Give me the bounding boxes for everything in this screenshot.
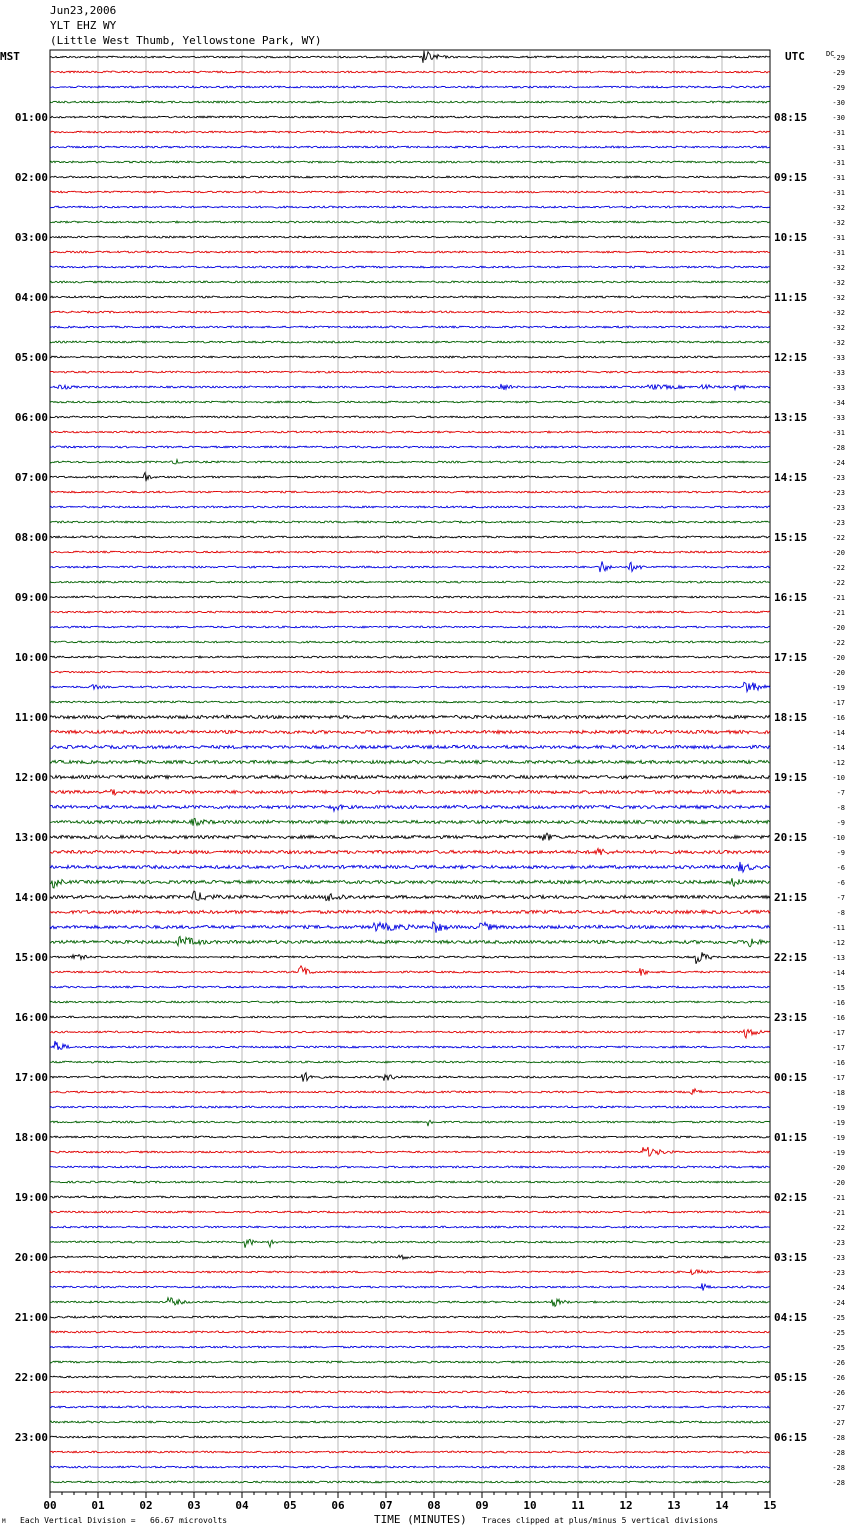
seismic-trace bbox=[50, 1041, 770, 1050]
dc-offset-label: -30 bbox=[832, 99, 845, 107]
seismic-trace bbox=[50, 281, 770, 283]
hour-label-mst: 17:00 bbox=[14, 1071, 48, 1084]
hour-label-mst: 07:00 bbox=[14, 471, 48, 484]
hour-label-utc: 12:15 bbox=[774, 351, 808, 364]
dc-offset-label: -28 bbox=[832, 1479, 845, 1487]
seismic-trace bbox=[50, 611, 770, 613]
seismic-trace bbox=[50, 431, 770, 433]
dc-offset-label: -16 bbox=[832, 714, 845, 722]
dc-offset-label: -15 bbox=[832, 984, 845, 992]
dc-offset-label: -22 bbox=[832, 579, 845, 587]
seismic-trace bbox=[50, 1391, 770, 1393]
dc-offset-label: -31 bbox=[832, 174, 845, 182]
seismic-trace bbox=[50, 506, 770, 508]
seismic-trace bbox=[50, 760, 770, 763]
dc-offset-label: -25 bbox=[832, 1329, 845, 1337]
dc-offset-label: -32 bbox=[832, 339, 845, 347]
x-tick-label: 02 bbox=[139, 1499, 153, 1512]
hour-label-utc: 06:15 bbox=[774, 1431, 808, 1444]
seismic-trace bbox=[50, 101, 770, 103]
dc-offset-label: -23 bbox=[832, 489, 845, 497]
dc-offset-label: -32 bbox=[832, 324, 845, 332]
seismic-trace bbox=[50, 626, 770, 628]
seismic-trace bbox=[50, 730, 770, 733]
hour-label-utc: 04:15 bbox=[774, 1311, 808, 1324]
dc-offset-label: -30 bbox=[832, 114, 845, 122]
dc-offset-label: -22 bbox=[832, 639, 845, 647]
dc-offset-label: -24 bbox=[832, 1284, 845, 1292]
seismic-trace bbox=[50, 551, 770, 553]
seismic-trace bbox=[50, 384, 770, 390]
seismic-trace bbox=[50, 910, 770, 913]
hour-label-mst: 16:00 bbox=[14, 1011, 48, 1024]
seismic-trace bbox=[50, 1106, 770, 1108]
seismic-trace bbox=[50, 326, 770, 328]
dc-offset-label: -20 bbox=[832, 549, 845, 557]
dc-offset-label: -9 bbox=[836, 819, 845, 827]
seismic-trace bbox=[50, 161, 770, 163]
hour-label-utc: 00:15 bbox=[774, 1071, 808, 1084]
seismic-trace bbox=[50, 701, 770, 703]
hour-label-mst: 15:00 bbox=[14, 951, 48, 964]
seismic-trace bbox=[50, 176, 770, 178]
hour-label-utc: 19:15 bbox=[774, 771, 808, 784]
seismic-trace bbox=[50, 1421, 770, 1423]
dc-offset-label: -31 bbox=[832, 249, 845, 257]
seismic-trace bbox=[50, 596, 770, 598]
plot-frame bbox=[50, 50, 770, 1492]
dc-offset-label: -32 bbox=[832, 309, 845, 317]
dc-offset-label: -32 bbox=[832, 279, 845, 287]
dc-offset-label: -14 bbox=[832, 729, 845, 737]
seismic-trace bbox=[50, 790, 770, 796]
hour-label-utc: 20:15 bbox=[774, 831, 808, 844]
dc-offset-label: -29 bbox=[832, 54, 845, 62]
dc-offset-label: -31 bbox=[832, 144, 845, 152]
seismic-trace bbox=[50, 1166, 770, 1168]
dc-offset-label: -27 bbox=[832, 1404, 845, 1412]
hour-label-mst: 03:00 bbox=[14, 231, 48, 244]
seismic-trace bbox=[50, 862, 770, 872]
dc-offset-label: -12 bbox=[832, 939, 845, 947]
dc-offset-label: -34 bbox=[832, 399, 845, 407]
hour-label-utc: 01:15 bbox=[774, 1131, 808, 1144]
dc-offset-label: -18 bbox=[832, 1089, 845, 1097]
corner-mark: M bbox=[2, 1518, 6, 1525]
hour-label-utc: 23:15 bbox=[774, 1011, 808, 1024]
hour-label-mst: 08:00 bbox=[14, 531, 48, 544]
x-tick-label: 04 bbox=[235, 1499, 249, 1512]
dc-offset-label: -8 bbox=[836, 909, 845, 917]
x-axis-label: TIME (MINUTES) bbox=[374, 1513, 467, 1526]
seismic-trace bbox=[50, 311, 770, 313]
seismic-trace bbox=[50, 775, 770, 778]
seismic-trace bbox=[50, 116, 770, 118]
hour-label-utc: 03:15 bbox=[774, 1251, 808, 1264]
seismic-trace bbox=[50, 671, 770, 673]
header-location: (Little West Thumb, Yellowstone Park, WY) bbox=[50, 34, 322, 47]
hour-label-utc: 05:15 bbox=[774, 1371, 808, 1384]
dc-offset-label: -7 bbox=[836, 894, 845, 902]
dc-offset-label: -10 bbox=[832, 774, 845, 782]
dc-offset-label: -20 bbox=[832, 1179, 845, 1187]
hour-label-utc: 17:15 bbox=[774, 651, 808, 664]
dc-offset-label: -17 bbox=[832, 1044, 845, 1052]
seismic-trace bbox=[50, 833, 770, 840]
seismic-trace bbox=[50, 401, 770, 403]
dc-offset-label: -31 bbox=[832, 234, 845, 242]
hour-label-utc: 02:15 bbox=[774, 1191, 808, 1204]
hour-label-mst: 13:00 bbox=[14, 831, 48, 844]
x-tick-label: 05 bbox=[283, 1499, 297, 1512]
hour-label-mst: 11:00 bbox=[14, 711, 48, 724]
seismic-trace bbox=[50, 1136, 770, 1138]
right-axis-title: UTC bbox=[785, 50, 805, 63]
seismic-trace bbox=[50, 206, 770, 208]
x-tick-label: 01 bbox=[91, 1499, 105, 1512]
dc-offset-label: -20 bbox=[832, 654, 845, 662]
x-tick-label: 14 bbox=[715, 1499, 729, 1512]
seismic-trace bbox=[50, 922, 770, 933]
dc-offset-label: -16 bbox=[832, 999, 845, 1007]
x-tick-label: 15 bbox=[763, 1499, 777, 1512]
dc-offset-label: -22 bbox=[832, 534, 845, 542]
hour-label-utc: 11:15 bbox=[774, 291, 808, 304]
dc-offset-label: -16 bbox=[832, 1059, 845, 1067]
dc-offset-label: -24 bbox=[832, 1299, 845, 1307]
x-tick-label: 13 bbox=[667, 1499, 681, 1512]
dc-offset-label: -31 bbox=[832, 429, 845, 437]
dc-offset-label: -28 bbox=[832, 1464, 845, 1472]
seismic-trace bbox=[50, 473, 770, 482]
dc-offset-label: -10 bbox=[832, 834, 845, 842]
seismic-trace bbox=[50, 536, 770, 538]
hour-label-utc: 09:15 bbox=[774, 171, 808, 184]
hour-label-utc: 08:15 bbox=[774, 111, 808, 124]
dc-offset-label: -6 bbox=[836, 879, 845, 887]
seismic-trace bbox=[50, 936, 770, 946]
hour-label-utc: 15:15 bbox=[774, 531, 808, 544]
dc-offset-label: -19 bbox=[832, 1104, 845, 1112]
seismic-trace bbox=[50, 460, 770, 464]
seismic-trace bbox=[50, 986, 770, 988]
dc-offset-label: -21 bbox=[832, 609, 845, 617]
dc-offset-label: -6 bbox=[836, 864, 845, 872]
seismic-trace bbox=[50, 1226, 770, 1228]
dc-offset-label: -32 bbox=[832, 264, 845, 272]
dc-offset-label: -28 bbox=[832, 444, 845, 452]
dc-offset-label: -31 bbox=[832, 159, 845, 167]
seismic-trace bbox=[50, 71, 770, 73]
seismic-trace bbox=[50, 1196, 770, 1198]
seismic-trace bbox=[50, 656, 770, 658]
scale-note: Each Vertical Division = 66.67 microvolts bbox=[20, 1516, 228, 1525]
hour-label-mst: 21:00 bbox=[14, 1311, 48, 1324]
dc-offset-label: -17 bbox=[832, 1029, 845, 1037]
dc-offset-label: -19 bbox=[832, 1134, 845, 1142]
seismic-trace bbox=[50, 1436, 770, 1438]
hour-label-mst: 10:00 bbox=[14, 651, 48, 664]
seismic-trace bbox=[50, 1283, 770, 1290]
x-tick-label: 09 bbox=[475, 1499, 489, 1512]
seismic-trace bbox=[50, 146, 770, 148]
hour-label-mst: 22:00 bbox=[14, 1371, 48, 1384]
dc-offset-label: -31 bbox=[832, 129, 845, 137]
seismic-trace bbox=[50, 641, 770, 643]
x-tick-label: 08 bbox=[427, 1499, 441, 1512]
hour-label-mst: 05:00 bbox=[14, 351, 48, 364]
hour-label-mst: 19:00 bbox=[14, 1191, 48, 1204]
header-date: Jun23,2006 bbox=[50, 4, 117, 17]
hour-label-utc: 21:15 bbox=[774, 891, 808, 904]
hour-label-mst: 01:00 bbox=[14, 111, 48, 124]
seismic-trace bbox=[50, 1466, 770, 1468]
hour-label-mst: 23:00 bbox=[14, 1431, 48, 1444]
dc-offset-label: -28 bbox=[832, 1449, 845, 1457]
dc-offset-label: -21 bbox=[832, 594, 845, 602]
dc-offset-label: -32 bbox=[832, 294, 845, 302]
hour-label-utc: 10:15 bbox=[774, 231, 808, 244]
dc-offset-label: -27 bbox=[832, 1419, 845, 1427]
seismic-trace bbox=[50, 805, 770, 811]
dc-offset-label: -32 bbox=[832, 204, 845, 212]
dc-offset-label: -29 bbox=[832, 69, 845, 77]
seismic-trace bbox=[50, 1270, 770, 1275]
seismic-trace bbox=[50, 1239, 770, 1247]
hour-label-mst: 06:00 bbox=[14, 411, 48, 424]
seismic-trace bbox=[50, 1001, 770, 1003]
seismic-trace bbox=[50, 1147, 770, 1156]
dc-offset-label: -9 bbox=[836, 849, 845, 857]
seismic-trace bbox=[50, 1316, 770, 1318]
hour-label-mst: 02:00 bbox=[14, 171, 48, 184]
dc-offset-label: -14 bbox=[832, 969, 845, 977]
dc-offset-label: -23 bbox=[832, 1254, 845, 1262]
dc-label: DC bbox=[826, 50, 835, 58]
x-tick-label: 10 bbox=[523, 1499, 537, 1512]
dc-offset-label: -19 bbox=[832, 1149, 845, 1157]
seismic-trace bbox=[50, 416, 770, 418]
dc-offset-label: -7 bbox=[836, 789, 845, 797]
dc-offset-label: -23 bbox=[832, 504, 845, 512]
seismic-trace bbox=[50, 191, 770, 193]
seismic-trace bbox=[50, 296, 770, 298]
dc-offset-label: -22 bbox=[832, 564, 845, 572]
hour-label-mst: 09:00 bbox=[14, 591, 48, 604]
seismic-trace bbox=[50, 1406, 770, 1408]
dc-offset-label: -12 bbox=[832, 759, 845, 767]
seismic-trace bbox=[50, 1451, 770, 1453]
seismic-trace bbox=[50, 251, 770, 253]
x-tick-label: 11 bbox=[571, 1499, 585, 1512]
dc-offset-label: -31 bbox=[832, 189, 845, 197]
dc-offset-label: -23 bbox=[832, 1269, 845, 1277]
x-tick-label: 07 bbox=[379, 1499, 393, 1512]
seismic-trace bbox=[50, 849, 770, 856]
dc-offset-label: -21 bbox=[832, 1209, 845, 1217]
seismic-trace bbox=[50, 561, 770, 572]
hour-label-mst: 18:00 bbox=[14, 1131, 48, 1144]
seismic-trace bbox=[50, 952, 770, 964]
seismic-trace bbox=[50, 1061, 770, 1063]
seismic-trace bbox=[50, 446, 770, 448]
x-tick-label: 03 bbox=[187, 1499, 201, 1512]
seismic-trace bbox=[50, 581, 770, 583]
hour-label-utc: 16:15 bbox=[774, 591, 808, 604]
dc-offset-label: -26 bbox=[832, 1374, 845, 1382]
seismic-trace bbox=[50, 341, 770, 343]
x-tick-label: 06 bbox=[331, 1499, 345, 1512]
seismic-trace bbox=[50, 266, 770, 268]
dc-offset-label: -24 bbox=[832, 459, 845, 467]
seismic-trace bbox=[50, 1331, 770, 1333]
seismic-trace bbox=[50, 491, 770, 493]
seismic-trace bbox=[50, 131, 770, 133]
seismic-trace bbox=[50, 878, 770, 888]
dc-offset-label: -29 bbox=[832, 84, 845, 92]
seismic-trace bbox=[50, 1211, 770, 1213]
seismic-trace bbox=[50, 1016, 770, 1018]
seismic-trace bbox=[50, 356, 770, 358]
dc-offset-label: -13 bbox=[832, 954, 845, 962]
hour-label-utc: 18:15 bbox=[774, 711, 808, 724]
dc-offset-label: -33 bbox=[832, 414, 845, 422]
dc-offset-label: -20 bbox=[832, 1164, 845, 1172]
seismic-trace bbox=[50, 1030, 770, 1038]
seismic-trace bbox=[50, 236, 770, 238]
seismic-trace bbox=[50, 891, 770, 901]
dc-offset-label: -19 bbox=[832, 684, 845, 692]
hour-label-utc: 13:15 bbox=[774, 411, 808, 424]
dc-offset-label: -28 bbox=[832, 1434, 845, 1442]
dc-offset-label: -33 bbox=[832, 384, 845, 392]
dc-offset-label: -20 bbox=[832, 669, 845, 677]
dc-offset-label: -16 bbox=[832, 1014, 845, 1022]
dc-offset-label: -8 bbox=[836, 804, 845, 812]
dc-offset-label: -19 bbox=[832, 1119, 845, 1127]
seismic-trace bbox=[50, 1481, 770, 1483]
seismic-trace bbox=[50, 1376, 770, 1378]
seismic-trace bbox=[50, 1120, 770, 1126]
dc-offset-label: -17 bbox=[832, 699, 845, 707]
dc-offset-label: -26 bbox=[832, 1389, 845, 1397]
seismic-trace bbox=[50, 682, 770, 691]
seismic-trace bbox=[50, 1361, 770, 1363]
seismic-trace bbox=[50, 715, 770, 718]
seismic-trace bbox=[50, 521, 770, 523]
dc-offset-label: -14 bbox=[832, 744, 845, 752]
x-tick-label: 00 bbox=[43, 1499, 57, 1512]
seismic-trace bbox=[50, 745, 770, 748]
seismic-trace bbox=[50, 966, 770, 976]
seismic-trace bbox=[50, 818, 770, 825]
seismic-trace bbox=[50, 1181, 770, 1183]
dc-offset-label: -33 bbox=[832, 354, 845, 362]
hour-label-mst: 12:00 bbox=[14, 771, 48, 784]
dc-offset-label: -23 bbox=[832, 519, 845, 527]
dc-offset-label: -25 bbox=[832, 1314, 845, 1322]
seismic-trace bbox=[50, 51, 770, 63]
seismic-trace bbox=[50, 1089, 770, 1095]
hour-label-utc: 22:15 bbox=[774, 951, 808, 964]
dc-offset-label: -22 bbox=[832, 1224, 845, 1232]
seismic-trace bbox=[50, 86, 770, 88]
hour-label-utc: 14:15 bbox=[774, 471, 808, 484]
dc-offset-label: -20 bbox=[832, 624, 845, 632]
dc-offset-label: -23 bbox=[832, 1239, 845, 1247]
seismic-trace bbox=[50, 1346, 770, 1348]
seismic-trace bbox=[50, 1298, 770, 1307]
hour-label-mst: 20:00 bbox=[14, 1251, 48, 1264]
seismic-trace bbox=[50, 221, 770, 223]
header-station: YLT EHZ WY bbox=[50, 19, 117, 32]
dc-offset-label: -17 bbox=[832, 1074, 845, 1082]
hour-label-mst: 04:00 bbox=[14, 291, 48, 304]
dc-offset-label: -23 bbox=[832, 474, 845, 482]
dc-offset-label: -26 bbox=[832, 1359, 845, 1367]
left-axis-title: MST bbox=[0, 50, 20, 63]
x-tick-label: 12 bbox=[619, 1499, 633, 1512]
dc-offset-label: -25 bbox=[832, 1344, 845, 1352]
seismic-trace bbox=[50, 1255, 770, 1259]
clip-note: Traces clipped at plus/minus 5 vertical divisions bbox=[482, 1516, 719, 1525]
seismic-trace bbox=[50, 1073, 770, 1082]
dc-offset-label: -21 bbox=[832, 1194, 845, 1202]
hour-label-mst: 14:00 bbox=[14, 891, 48, 904]
dc-offset-label: -33 bbox=[832, 369, 845, 377]
seismic-trace bbox=[50, 371, 770, 373]
dc-offset-label: -32 bbox=[832, 219, 845, 227]
dc-offset-label: -11 bbox=[832, 924, 845, 932]
